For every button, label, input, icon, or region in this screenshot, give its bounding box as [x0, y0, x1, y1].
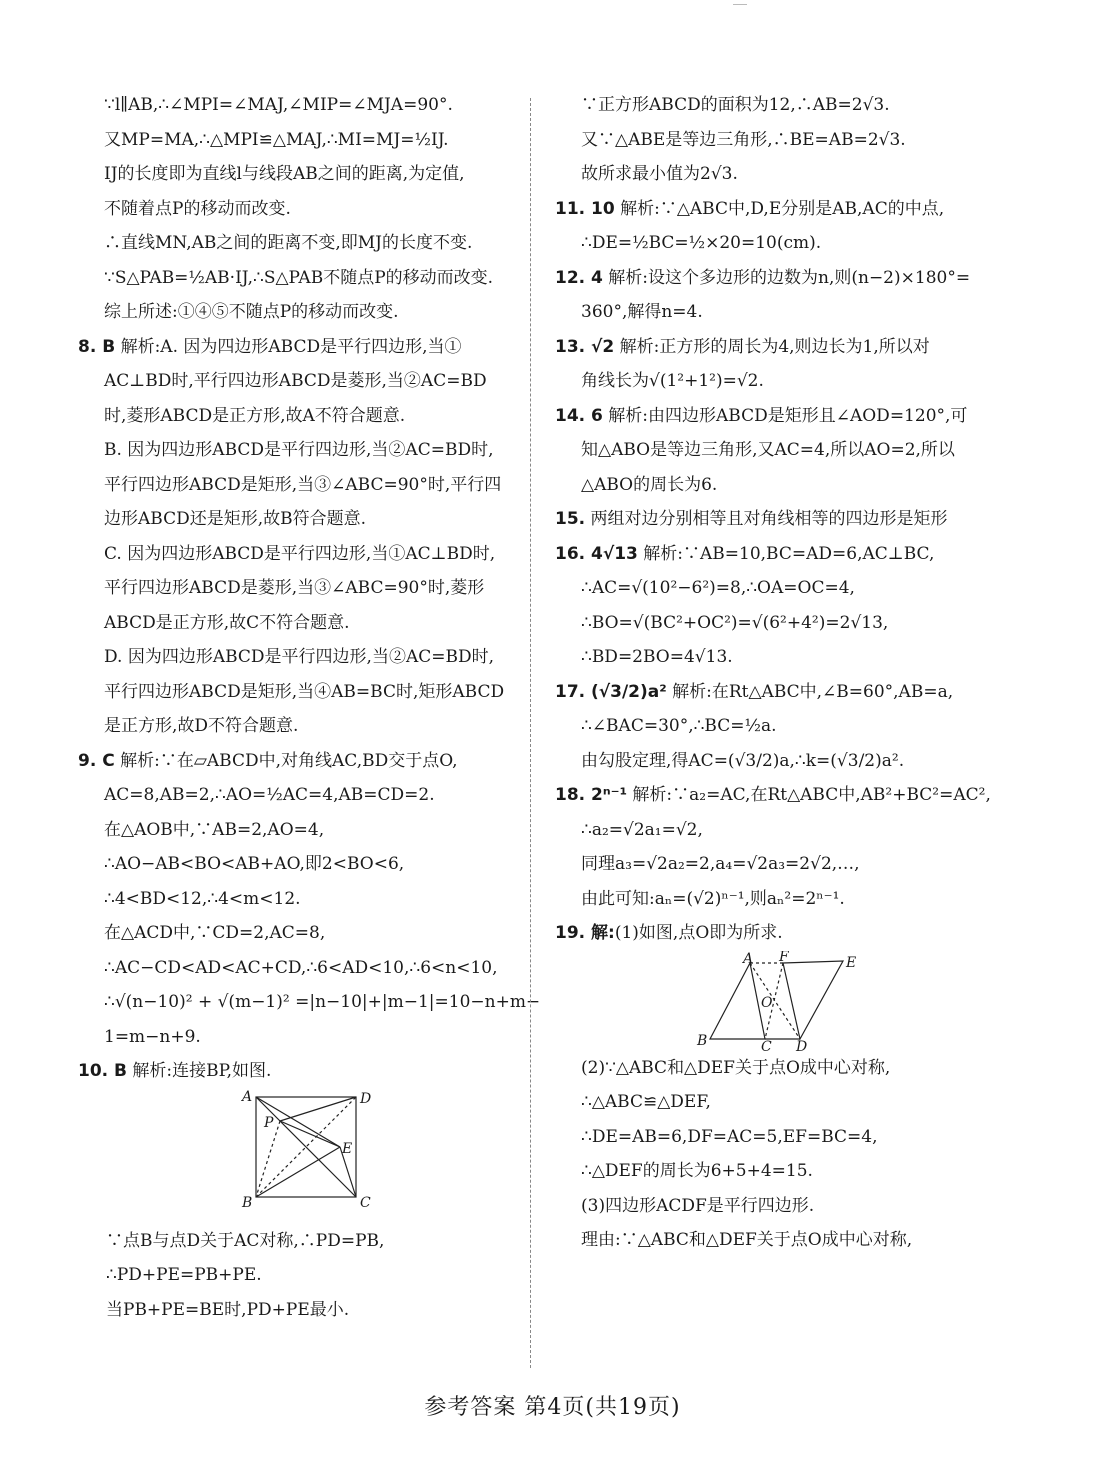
text-line-r10 [555, 399, 995, 434]
square-diagram [78, 1089, 518, 1224]
text-line-l31 [78, 1258, 518, 1293]
line-text: 360°,解得n=4. [581, 302, 703, 322]
text-line-r20 [555, 744, 995, 779]
figure-problem-10 [78, 1089, 518, 1224]
line-text: ∴AO−AB<BO<AB+AO,即2<BO<6, [104, 854, 405, 874]
text-line-r8 [555, 330, 995, 365]
line-text: (2)∵△ABC和△DEF关于点O成中心对称, [581, 1057, 891, 1078]
text-line-l8 [78, 330, 518, 365]
problem-number: 19. 解: [555, 923, 615, 943]
line-text: ∴4<BD<12,∴4<m<12. [104, 888, 301, 909]
line-text: 两组对边分别相等且对角线相等的四边形是矩形 [585, 509, 948, 529]
text-line-r11 [555, 433, 995, 468]
line-text: 解析:∵a₂=AC,在Rt△ABC中,AB²+BC²=AC², [627, 785, 991, 805]
text-line-r25 [555, 916, 995, 951]
line-text: C. 因为四边形ABCD是平行四边形,当①AC⊥BD时, [104, 543, 496, 564]
text-line-l1 [78, 88, 518, 123]
line-text: ∵l∥AB,∴∠MPI=∠MAJ,∠MIP=∠MJA=90°. [104, 95, 453, 115]
text-line-r23 [555, 847, 995, 882]
text-line-r22 [555, 813, 995, 848]
line-text: 1=m−n+9. [104, 1026, 201, 1047]
text-line-r29 [555, 1154, 995, 1189]
label-B: B [697, 1032, 708, 1049]
right-column [555, 88, 995, 1258]
problem-number: 10. B [78, 1061, 127, 1081]
line-text: 平行四边形ABCD是菱形,当③∠ABC=90°时,菱形 [104, 578, 485, 598]
page-footer: 参考答案 第4页(共19页) [424, 1395, 681, 1420]
text-line-r27 [555, 1085, 995, 1120]
text-line-r9 [555, 364, 995, 399]
text-line-r16 [555, 606, 995, 641]
text-line-l17 [78, 640, 518, 675]
text-line-l19 [78, 709, 518, 744]
line-text: 解析:设这个多边形的边数为n,则(n−2)×180°= [602, 267, 971, 288]
label-O: O [761, 994, 773, 1011]
line-text: ∴PD+PE=PB+PE. [106, 1265, 262, 1285]
line-text: 边形ABCD还是矩形,故B符合题意. [104, 509, 367, 529]
line-text: 又MP=MA,∴△MPI≌△MAJ,∴MI=MJ=½IJ. [104, 129, 449, 150]
text-line-r31 [555, 1223, 995, 1258]
segment-pe [280, 1121, 340, 1147]
line-text: (1)如图,点O即为所求. [614, 923, 783, 943]
line-text: 在△AOB中,∵AB=2,AO=4, [104, 819, 325, 840]
line-text: 不随着点P的移动而改变. [104, 198, 291, 219]
text-line-r5 [555, 226, 995, 261]
text-line-r13 [555, 502, 995, 537]
line-text: ∴BO=√(BC²+OC²)=√(6²+4²)=2√13, [581, 612, 889, 633]
line-text: 解析:∵在▱ABCD中,对角线AC,BD交于点O, [114, 750, 458, 771]
line-text: 综上所述:①④⑤不随点P的移动而改变. [104, 302, 399, 322]
problem-number: 9. C [78, 750, 115, 771]
text-line-l30 [78, 1224, 518, 1259]
text-line-r15 [555, 571, 995, 606]
line-text: 解析:∵△ABC中,D,E分别是AB,AC的中点, [614, 198, 945, 219]
text-line-r24 [555, 882, 995, 917]
line-text: 故所求最小值为2√3. [581, 164, 738, 184]
text-line-r28 [555, 1120, 995, 1155]
segment-pd [280, 1097, 356, 1121]
line-text: ∴AC=√(10²−6²)=8,∴OA=OC=4, [581, 578, 855, 598]
text-line-r7 [555, 295, 995, 330]
text-line-r12 [555, 468, 995, 503]
line-text: ∴△ABC≌△DEF, [581, 1092, 711, 1112]
line-text: 平行四边形ABCD是矩形,当③∠ABC=90°时,平行四 [104, 474, 502, 495]
label-C: C [360, 1194, 371, 1211]
line-text: ABCD是正方形,故C不符合题意. [104, 612, 350, 633]
text-line-l15 [78, 571, 518, 606]
line-text: 解析:在Rt△ABC中,∠B=60°,AB=a, [666, 681, 954, 702]
line-text: AC=8,AB=2,∴AO=½AC=4,AB=CD=2. [104, 785, 435, 805]
text-line-l9 [78, 364, 518, 399]
text-line-r21 [555, 778, 995, 813]
text-line-r4 [555, 192, 995, 227]
symmetry-diagram [555, 951, 995, 1051]
line-text: 解析:正方形的周长为4,则边长为1,所以对 [614, 336, 930, 357]
text-line-r3 [555, 157, 995, 192]
line-text: D. 因为四边形ABCD是平行四边形,当②AC=BD时, [104, 647, 495, 667]
line-text: ∴DE=½BC=½×20=10(cm). [581, 233, 822, 253]
line-text: ∵S△PAB=½AB·IJ,∴S△PAB不随点P的移动而改变. [104, 267, 494, 288]
line-text: 同理a₃=√2a₂=2,a₄=√2a₃=2√2,…, [581, 854, 860, 874]
line-text: ∴直线MN,AB之间的距离不变,即MJ的长度不变. [104, 233, 473, 253]
line-text: 又∵△ABE是等边三角形,∴BE=AB=2√3. [581, 129, 906, 150]
line-text: 理由:∵△ABC和△DEF关于点O成中心对称, [581, 1230, 913, 1250]
text-line-l16 [78, 606, 518, 641]
text-line-l29 [78, 1054, 518, 1089]
text-line-r6 [555, 261, 995, 296]
line-text: ∴∠BAC=30°,∴BC=½a. [581, 716, 777, 736]
line-text: 时,菱形ABCD是正方形,故A不符合题意. [104, 405, 406, 426]
problem-number: 15. [555, 509, 586, 529]
text-line-l12 [78, 468, 518, 503]
line-text: ∴DE=AB=6,DF=AC=5,EF=BC=4, [581, 1126, 878, 1147]
line-text: ∴△DEF的周长为6+5+4=15. [581, 1161, 813, 1181]
label-C: C [761, 1038, 772, 1051]
text-line-l10 [78, 399, 518, 434]
text-line-r1 [555, 88, 995, 123]
line-text: △ABO的周长为6. [581, 474, 718, 495]
label-D: D [360, 1090, 372, 1107]
text-line-r19 [555, 709, 995, 744]
line-text: 由勾股定理,得AC=(√3/2)a,∴k=(√3/2)a². [581, 750, 905, 771]
line-text: ∵点B与点D关于AC对称,∴PD=PB, [106, 1230, 385, 1251]
text-line-l13 [78, 502, 518, 537]
line-text: ∴BD=2BO=4√13. [581, 647, 733, 667]
segment-pb [256, 1121, 280, 1197]
text-line-l5 [78, 226, 518, 261]
column-divider [530, 98, 531, 1368]
text-line-l11 [78, 433, 518, 468]
problem-number: 8. B [78, 336, 116, 357]
label-B: B [242, 1194, 253, 1211]
text-line-l20 [78, 744, 518, 779]
text-line-l25 [78, 916, 518, 951]
line-text: 解析:连接BP,如图. [127, 1061, 272, 1081]
text-line-r14 [555, 537, 995, 572]
label-E: E [342, 1140, 353, 1157]
line-text: 解析:∵AB=10,BC=AD=6,AC⊥BC, [637, 543, 935, 564]
problem-number: 11. 10 [555, 198, 615, 219]
text-line-l21 [78, 778, 518, 813]
line-text: 由此可知:aₙ=(√2)ⁿ⁻¹,则aₙ²=2ⁿ⁻¹. [581, 888, 845, 909]
line-text: 角线长为√(1²+1²)=√2. [581, 371, 764, 391]
problem-number: 18. 2ⁿ⁻¹ [555, 785, 628, 805]
text-line-l23 [78, 847, 518, 882]
text-line-l7 [78, 295, 518, 330]
figure-problem-19 [555, 951, 995, 1051]
text-line-r30 [555, 1189, 995, 1224]
line-text: 当PB+PE=BE时,PD+PE最小. [106, 1299, 350, 1320]
text-line-r26 [555, 1051, 995, 1086]
label-F: F [779, 950, 789, 965]
problem-number: 13. √2 [555, 336, 615, 357]
label-D: D [796, 1038, 808, 1051]
text-line-l18 [78, 675, 518, 710]
text-line-l32 [78, 1293, 518, 1328]
triangle-abc [710, 963, 765, 1039]
text-line-r2 [555, 123, 995, 158]
line-text: ∴AC−CD<AD<AC+CD,∴6<AD<10,∴6<n<10, [104, 957, 498, 978]
line-text: ∴√(n−10)² + √(m−1)² =|n−10|+|m−1|=10−n+m− [104, 992, 541, 1012]
left-column [78, 88, 541, 1327]
line-text: 在△ACD中,∵CD=2,AC=8, [104, 923, 326, 943]
text-line-l22 [78, 813, 518, 848]
line-text: 解析:A. 因为四边形ABCD是平行四边形,当① [115, 336, 462, 357]
line-text: (3)四边形ACDF是平行四边形. [581, 1195, 815, 1216]
problem-number: 12. 4 [555, 267, 603, 288]
text-line-r18 [555, 675, 995, 710]
text-line-l26 [78, 951, 518, 986]
text-line-l28 [78, 1020, 518, 1055]
label-A: A [743, 950, 754, 967]
segment-be [256, 1147, 340, 1197]
line-text: B. 因为四边形ABCD是平行四边形,当②AC=BD时, [104, 440, 494, 460]
line-text: 平行四边形ABCD是矩形,当④AB=BC时,矩形ABCD [104, 681, 505, 702]
text-line-r17 [555, 640, 995, 675]
top-mark [733, 4, 747, 5]
problem-number: 17. (√3/2)a² [555, 681, 667, 702]
text-line-l2 [78, 123, 518, 158]
line-text: ∵正方形ABCD的面积为12,∴AB=2√3. [581, 95, 890, 115]
text-line-l14 [78, 537, 518, 572]
text-line-l24 [78, 882, 518, 917]
line-text: 是正方形,故D不符合题意. [104, 716, 299, 736]
text-line-l3 [78, 157, 518, 192]
label-P: P [264, 1114, 274, 1131]
line-text: AC⊥BD时,平行四边形ABCD是菱形,当②AC=BD [104, 371, 487, 391]
text-line-l4 [78, 192, 518, 227]
problem-number: 16. 4√13 [555, 543, 638, 564]
problem-number: 14. 6 [555, 405, 603, 426]
line-text: 知△ABO是等边三角形,又AC=4,所以AO=2,所以 [581, 440, 955, 460]
triangle-def [783, 961, 843, 1039]
label-A: A [242, 1088, 253, 1105]
text-line-l27 [78, 985, 541, 1020]
line-text: ∴a₂=√2a₁=√2, [581, 819, 703, 840]
line-text: IJ的长度即为直线l与线段AB之间的距离,为定值, [104, 164, 465, 184]
line-text: 解析:由四边形ABCD是矩形且∠AOD=120°,可 [602, 405, 968, 426]
text-line-l6 [78, 261, 518, 296]
label-E: E [846, 954, 857, 971]
